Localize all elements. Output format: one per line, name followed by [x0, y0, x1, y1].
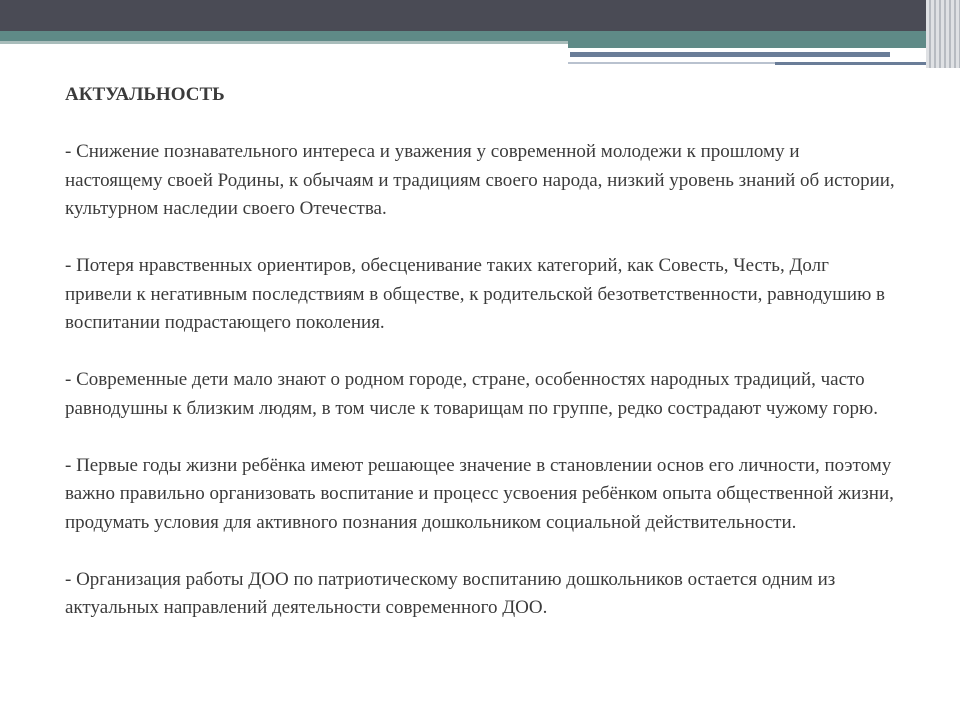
header-step-block	[568, 41, 960, 48]
header-dark-band	[0, 0, 960, 31]
slide-title: АКТУАЛЬНОСТЬ	[65, 84, 225, 105]
paragraph: - Организация работы ДОО по патриотическому воспитанию дошкольников остается одним из актуальных направлений деятельности современного ДОО.	[65, 568, 836, 618]
paragraph: - Снижение познавательного интереса и уважения у современной молодежи к прошлому и настоящему своей Родины, к обычаям и традициям своего народа, низкий уровень знаний об истории, культурном наследии своего Отечества.	[65, 141, 895, 219]
paragraph: - Первые годы жизни ребёнка имеют решающее значение в становлении основ его личности, поэтому важно правильно организовать воспитание и процесс усвоения ребёнком опыта общественной жизни, продумать условия для активного познания дошкольником социальной действительности.	[65, 454, 894, 533]
paragraph: - Современные дети мало знают о родном городе, стране, особенностях народных традиций, часто равнодушны к близким людям, в том числе к товарищам по группе, редко сострадают чужому горю.	[65, 369, 878, 419]
header-corner-stripes	[926, 0, 960, 68]
header-teal-band	[0, 31, 960, 41]
header-accent-short-line	[775, 62, 945, 65]
paragraph: - Потеря нравственных ориентиров, обесценивание таких категорий, как Совесть, Честь, Долг привели к негативным последствиям в обществе, к родительской безответственности, равнодушию в воспитании подрастающего поколения.	[65, 255, 886, 333]
header-accent-line	[570, 52, 890, 57]
slide-content	[65, 81, 895, 623]
header-teal-shade	[0, 41, 570, 44]
